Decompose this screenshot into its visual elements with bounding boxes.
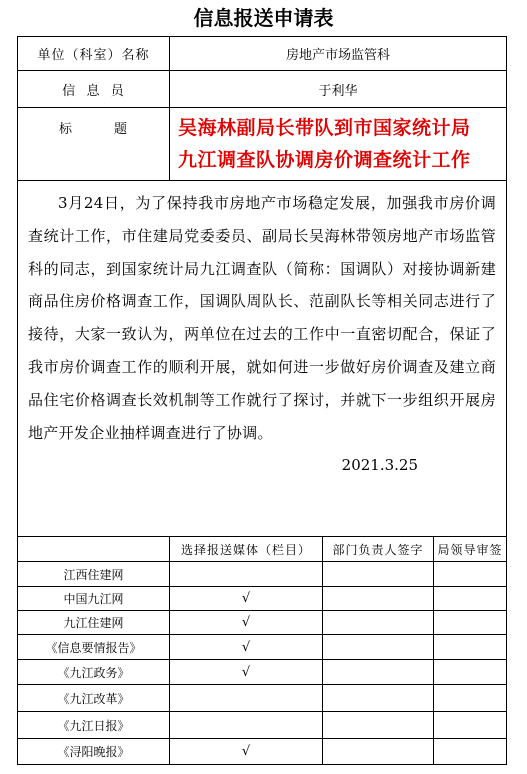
media-row: [18, 587, 507, 611]
media-selected-checkbox[interactable]: √: [170, 660, 323, 685]
dept-sign-cell[interactable]: [323, 611, 434, 635]
media-selected-checkbox[interactable]: [170, 712, 323, 739]
unit-label: 单位（科室）名称: [18, 37, 170, 71]
body-paragraph: 3月24日，为了保持我市房地产市场稳定发展，加强我市房价调查统计工作，市住建局党委委员、副局长吴海林带领房地产市场监管科的同志，到国家统计局九江调查队（简称：国调队）对接协调新建商品住房价格调查工作，国调队周队长、范副队长等相关同志进行了接待，大家一致认为，两单位在过去的工作中一直密切配合，保证了我市房价调查工作的顺利开展，就如何进一步做好房价调查及建立商品住宅价格调查长效机制等工作就行了探讨，并就下一步组织开展房地产开发企业抽样调查进行了协调。: [28, 194, 497, 442]
headline-line-1: 吴海林副局长带队到市国家统计局: [178, 117, 471, 139]
leader-sign-cell[interactable]: [434, 611, 507, 635]
leader-sign-cell[interactable]: [434, 562, 507, 587]
media-name: 《九江日报》: [18, 712, 170, 739]
headline-label: 标 题: [18, 108, 170, 181]
leader-sign-cell[interactable]: [434, 635, 507, 660]
media-name: 九江住建网: [18, 611, 170, 635]
application-form-table: [17, 36, 507, 765]
media-header-select: 选择报送媒体（栏目）: [170, 537, 323, 562]
leader-sign-cell[interactable]: [434, 660, 507, 685]
headline-row: [18, 108, 507, 181]
leader-sign-cell[interactable]: [434, 685, 507, 712]
media-row: [18, 611, 507, 635]
form-title: 信息报送申请表: [193, 6, 334, 30]
dept-sign-cell[interactable]: [323, 685, 434, 712]
media-row: [18, 712, 507, 739]
unit-row: [18, 37, 507, 71]
dept-sign-cell[interactable]: [323, 562, 434, 587]
media-name: 《信息要情报告》: [18, 635, 170, 660]
headline-value: [170, 108, 507, 181]
media-selected-checkbox[interactable]: √: [170, 739, 323, 765]
media-name: 《浔阳晚报》: [18, 739, 170, 765]
dept-sign-cell[interactable]: [323, 712, 434, 739]
dept-sign-cell[interactable]: [323, 635, 434, 660]
media-row: [18, 739, 507, 765]
media-header-dept-sign: 部门负责人签字: [323, 537, 434, 562]
media-name: 《九江政务》: [18, 660, 170, 685]
media-header-row: [18, 537, 507, 562]
dept-sign-cell[interactable]: [323, 739, 434, 765]
reporter-row: [18, 71, 507, 108]
media-header-leader-sign: 局领导审签: [434, 537, 507, 562]
media-name: 中国九江网: [18, 587, 170, 611]
unit-value: 房地产市场监管科: [170, 37, 507, 71]
media-table-body: [18, 562, 507, 765]
media-selected-checkbox[interactable]: [170, 685, 323, 712]
media-header-blank: [18, 537, 170, 562]
media-row: [18, 562, 507, 587]
headline-line-2: 九江调查队协调房价调查统计工作: [178, 149, 471, 171]
dept-sign-cell[interactable]: [323, 587, 434, 611]
media-row: [18, 685, 507, 712]
media-selected-checkbox[interactable]: √: [170, 635, 323, 660]
reporter-label: 信 息 员: [18, 71, 170, 108]
media-selected-checkbox[interactable]: √: [170, 587, 323, 611]
reporter-value: 于利华: [170, 71, 507, 108]
media-selected-checkbox[interactable]: [170, 562, 323, 587]
leader-sign-cell[interactable]: [434, 739, 507, 765]
leader-sign-cell[interactable]: [434, 587, 507, 611]
media-row: [18, 635, 507, 660]
media-selected-checkbox[interactable]: √: [170, 611, 323, 635]
body-cell: [18, 181, 507, 537]
media-name: 江西住建网: [18, 562, 170, 587]
report-date: 2021.3.25: [341, 456, 419, 475]
leader-sign-cell[interactable]: [434, 712, 507, 739]
media-name: 《九江改革》: [18, 685, 170, 712]
media-row: [18, 660, 507, 685]
body-row: [18, 181, 507, 537]
dept-sign-cell[interactable]: [323, 660, 434, 685]
